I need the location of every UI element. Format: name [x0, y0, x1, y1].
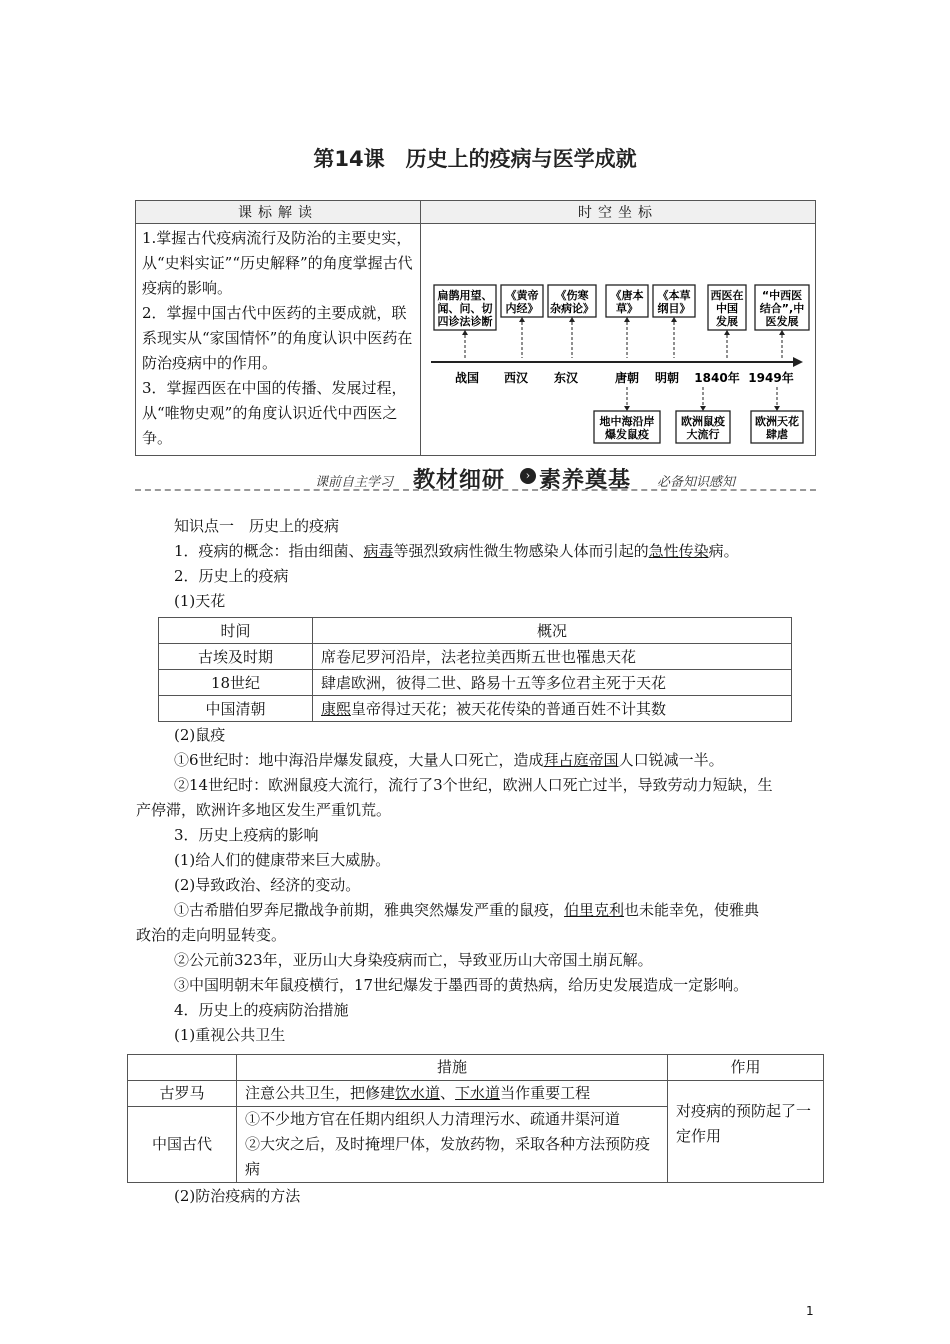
- timeline-axis-label: 西汉: [503, 370, 529, 385]
- arrow-up-icon: [624, 317, 630, 322]
- measures-next: (2)防治疫病的方法: [174, 1187, 301, 1205]
- banner-main-1: 教材细研: [413, 468, 506, 493]
- plague-line-2: ②14世纪时：欧洲鼠疫大流行，流行了3个世纪，欧洲人口死亡过半，导致劳动力短缺，生: [174, 776, 773, 794]
- arrow-down-icon: [774, 406, 780, 411]
- measures-table: [127, 1054, 824, 1183]
- section-1: [136, 514, 816, 614]
- timeline-bottom-label: 大流行: [686, 427, 720, 441]
- arrow-up-icon: [724, 330, 730, 335]
- timeline-axis-label: 东汉: [553, 370, 579, 385]
- timeline-top-label: 医发展: [765, 314, 799, 328]
- arrow-down-icon: [700, 406, 706, 411]
- timeline-top-label: 《唐本: [610, 288, 644, 302]
- impact-3: ①古希腊伯罗奔尼撒战争前期，雅典突然爆发严重的鼠疫，伯里克利也未能幸免，使雅典: [174, 901, 760, 919]
- arrow-up-icon: [462, 330, 468, 335]
- arrow-up-icon: [671, 317, 677, 322]
- timeline-top-label: 纲目》: [657, 301, 691, 315]
- smallpox-table: [158, 617, 792, 722]
- paragraph-2: 2．历史上的疫病: [174, 567, 289, 585]
- banner-right: 必备知识感知: [657, 475, 736, 490]
- timeline-top-label: 扁鹊用望、: [437, 288, 493, 302]
- banner-left: 课前自主学习: [315, 475, 394, 490]
- plague-heading: (2)鼠疫: [174, 726, 226, 744]
- timeline-diagram: [421, 227, 813, 449]
- table-row: 古埃及时期 席卷尼罗河沿岸，法老拉美西斯五世也罹患天花: [159, 644, 792, 670]
- impact-3b: 政治的走向明显转变。: [136, 926, 287, 944]
- timeline-top-label: 杂病论》: [550, 301, 594, 315]
- timeline-top-label: 《伤寒: [555, 288, 589, 302]
- page-number: 1: [806, 1304, 814, 1318]
- impact-1: (1)给人们的健康带来巨大威胁。: [174, 851, 391, 869]
- timeline-axis-label: 唐朝: [614, 370, 640, 385]
- impact-5: ③中国明朝末年鼠疫横行，17世纪爆发于墨西哥的黄热病，给历史发展造成一定影响。: [174, 976, 749, 994]
- arrow-up-icon: [519, 317, 525, 322]
- timeline-axis-label: 明朝: [654, 370, 680, 385]
- section-plague-impact: [136, 723, 816, 1048]
- impact-heading: 3．历史上疫病的影响: [174, 826, 319, 844]
- timeline-cell: [421, 224, 816, 456]
- paragraph-1: 1．疫病的概念：指由细菌、病毒等强烈致病性微生物感染人体而引起的急性传染病。: [174, 542, 739, 560]
- paragraph-3: (1)天花: [174, 592, 226, 610]
- timeline-top-label: 发展: [716, 314, 738, 328]
- table-row: 中国清朝 康熙皇帝得过天花；被天花传染的普通百姓不计其数: [159, 696, 792, 722]
- timeline-top-label: 《本草: [657, 288, 691, 302]
- left-heading: 课标解读: [136, 201, 421, 224]
- timeline-top-label: 《黄帝: [505, 288, 539, 302]
- table-row: 18世纪 肆虐欧洲，彼得二世、路易十五等多位君主死于天花: [159, 670, 792, 696]
- axis-arrow-icon: [793, 357, 803, 367]
- timeline-top-label: 内经》: [505, 301, 539, 315]
- timeline-bottom-label: 地中海沿岸: [599, 414, 655, 428]
- banner-main-2: 素养奠基: [539, 468, 632, 493]
- right-heading: 时空坐标: [421, 201, 816, 224]
- impact-2: (2)导致政治、经济的变动。: [174, 876, 361, 894]
- table-row: 古罗马 注意公共卫生，把修建饮水道、下水道当作重要工程 对疫病的预防起了一定作用: [128, 1081, 824, 1107]
- timeline-axis-label: 1840年: [694, 370, 740, 385]
- arrow-up-icon: [569, 317, 575, 322]
- timeline-axis-label: 战国: [454, 370, 480, 385]
- section-heading: 知识点一 历史上的疫病: [174, 517, 340, 535]
- timeline-top-label: 结合”,中: [759, 301, 805, 315]
- timeline-bottom-label: 欧洲天花: [755, 414, 799, 428]
- timeline-top-label: 中国: [716, 301, 738, 315]
- table-row: 时间 概况: [159, 618, 792, 644]
- timeline-bottom-label: 爆发鼠疫: [605, 427, 649, 441]
- arrow-up-icon: [779, 330, 785, 335]
- plague-line-2b: 产停滞，欧洲许多地区发生严重饥荒。: [136, 801, 392, 819]
- timeline-top-label: 西医在: [710, 288, 744, 302]
- page-title: 第14课 历史上的疫病与医学成就: [313, 147, 637, 171]
- timeline-top-label: 四诊法诊断: [437, 314, 493, 328]
- timeline-bottom-label: 肆虐: [766, 427, 788, 441]
- objectives: [136, 224, 421, 456]
- timeline-top-label: 草》: [616, 301, 638, 315]
- timeline-axis-label: 1949年: [748, 370, 794, 385]
- section-banner: [135, 462, 816, 492]
- measures-heading: 4．历史上的疫病防治措施: [174, 1001, 349, 1019]
- timeline-top-label: “中西医: [761, 288, 803, 302]
- objective-1: 1.掌握古代疫病流行及防治的主要史实，从“史料实证”“历史解释”的角度掌握古代疫病的影响。: [142, 229, 413, 297]
- table-row: 措施 作用: [128, 1055, 824, 1081]
- objective-2: 2．掌握中国古代中医药的主要成就，联系现实从“家国情怀”的角度认识中医药在防治疫病中的作用。: [142, 304, 413, 372]
- divider: [135, 489, 816, 491]
- measures-sub: (1)重视公共卫生: [174, 1026, 286, 1044]
- header-table: [135, 200, 816, 456]
- plague-line-1: ①6世纪时：地中海沿岸爆发鼠疫，大量人口死亡，造成拜占庭帝国人口锐减一半。: [174, 751, 724, 769]
- impact-4: ②公元前323年，亚历山大身染疫病而亡，导致亚历山大帝国土崩瓦解。: [174, 951, 653, 969]
- timeline-top-label: 闻、问、切: [437, 301, 493, 315]
- chevron-right-icon: ›: [520, 468, 536, 484]
- arrow-down-icon: [624, 406, 630, 411]
- timeline-bottom-label: 欧洲鼠疫: [681, 414, 725, 428]
- table-row: 中国古代 ①不少地方官在任期内组织人力清理污水、疏通井渠河道 ②大灾之后，及时掩埋尸体，发放药物，采取各种方法预防疫病: [128, 1107, 824, 1183]
- objective-3: 3．掌握西医在中国的传播、发展过程，从“唯物史观”的角度认识近代中西医之争。: [142, 379, 407, 447]
